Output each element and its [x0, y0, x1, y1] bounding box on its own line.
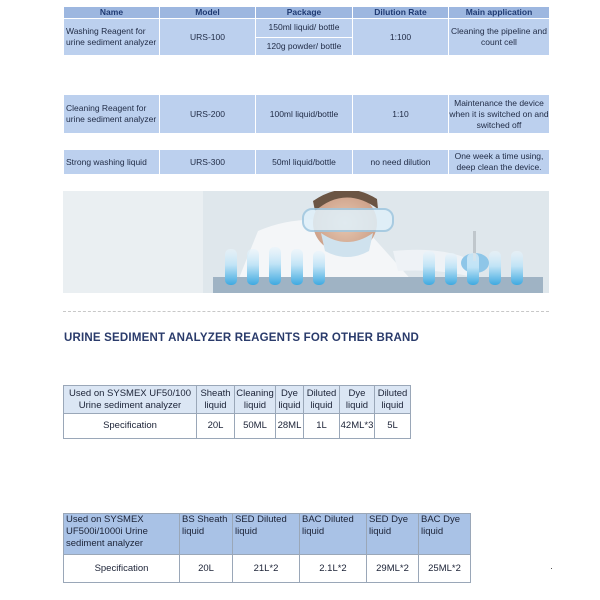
uf50-spec-cell: 1L [304, 414, 340, 439]
header-main-application: Main application [449, 7, 550, 19]
uf500-header-cell: BAC Diluted liquid [300, 514, 367, 555]
uf50-header-cell: Dye liquid [340, 386, 375, 414]
uf50-header-cell: Cleaning liquid [235, 386, 276, 414]
product-row-urs-100 [63, 18, 550, 56]
sysmex-uf50-table [63, 385, 411, 439]
uf500-spec-cell: 25ML*2 [419, 555, 471, 583]
product-application: One week a time using, deep clean the device. [449, 150, 550, 175]
uf500-header-cell: BAC Dye liquid [419, 514, 471, 555]
uf50-header-cell: Diluted liquid [304, 386, 340, 414]
uf50-header-cell: Sheath liquid [197, 386, 235, 414]
uf500-spec-cell: 29ML*2 [367, 555, 419, 583]
product-package: 120g powder/ bottle [256, 37, 353, 56]
uf500-header-cell: BS Sheath liquid [180, 514, 233, 555]
product-name: Washing Reagent for urine sediment analyzer [64, 19, 160, 56]
uf50-specification-label: Specification [64, 414, 197, 439]
uf500-spec-cell: 20L [180, 555, 233, 583]
product-name: Strong washing liquid [64, 150, 160, 175]
uf50-analyzer-header: Used on SYSMEX UF50/100 Urine sediment analyzer [64, 386, 197, 414]
product-package: 150ml liquid/ bottle [256, 19, 353, 38]
uf50-spec-cell: 5L [375, 414, 411, 439]
uf500-header-cell: SED Diluted liquid [233, 514, 300, 555]
header-name: Name [64, 7, 160, 19]
header-model: Model [160, 7, 256, 19]
sysmex-uf500i-table [63, 513, 471, 583]
product-package: 100ml liquid/bottle [256, 95, 353, 134]
uf50-header-cell: Diluted liquid [375, 386, 411, 414]
product-model: URS-300 [160, 150, 256, 175]
product-model: URS-200 [160, 95, 256, 134]
uf500-header-cell: SED Dye liquid [367, 514, 419, 555]
lab-photo-illustration [63, 191, 549, 293]
product-row-urs-200 [63, 94, 550, 134]
uf50-header-cell: Dye liquid [276, 386, 304, 414]
uf500-spec-cell: 2.1L*2 [300, 555, 367, 583]
product-row-urs-300 [63, 149, 550, 175]
section-title: URINE SEDIMENT ANALYZER REAGENTS FOR OTHER BRAND [64, 332, 420, 344]
product-model: URS-100 [160, 19, 256, 56]
product-application: Cleaning the pipeline and count cell [449, 19, 550, 56]
section-divider [63, 311, 549, 312]
product-dilution: 1:100 [353, 19, 449, 56]
uf50-spec-cell: 42ML*3 [340, 414, 375, 439]
uf500-analyzer-header: Used on SYSMEX UF500i/1000i Urine sediment analyzer [64, 514, 180, 555]
uf50-spec-cell: 20L [197, 414, 235, 439]
uf50-spec-cell: 50ML [235, 414, 276, 439]
uf50-spec-cell: 28ML [276, 414, 304, 439]
product-dilution: 1:10 [353, 95, 449, 134]
product-dilution: no need dilution [353, 150, 449, 175]
product-name: Cleaning Reagent for urine sediment analyzer [64, 95, 160, 134]
product-package: 50ml liquid/bottle [256, 150, 353, 175]
uf500-specification-label: Specification [64, 555, 180, 583]
stray-mark: · [550, 563, 553, 573]
lab-scientist-photo [63, 191, 549, 293]
product-application: Maintenance the device when it is switched on and switched off [449, 95, 550, 134]
header-dilution-rate: Dilution Rate [353, 7, 449, 19]
uf500-spec-cell: 21L*2 [233, 555, 300, 583]
header-package: Package [256, 7, 353, 19]
